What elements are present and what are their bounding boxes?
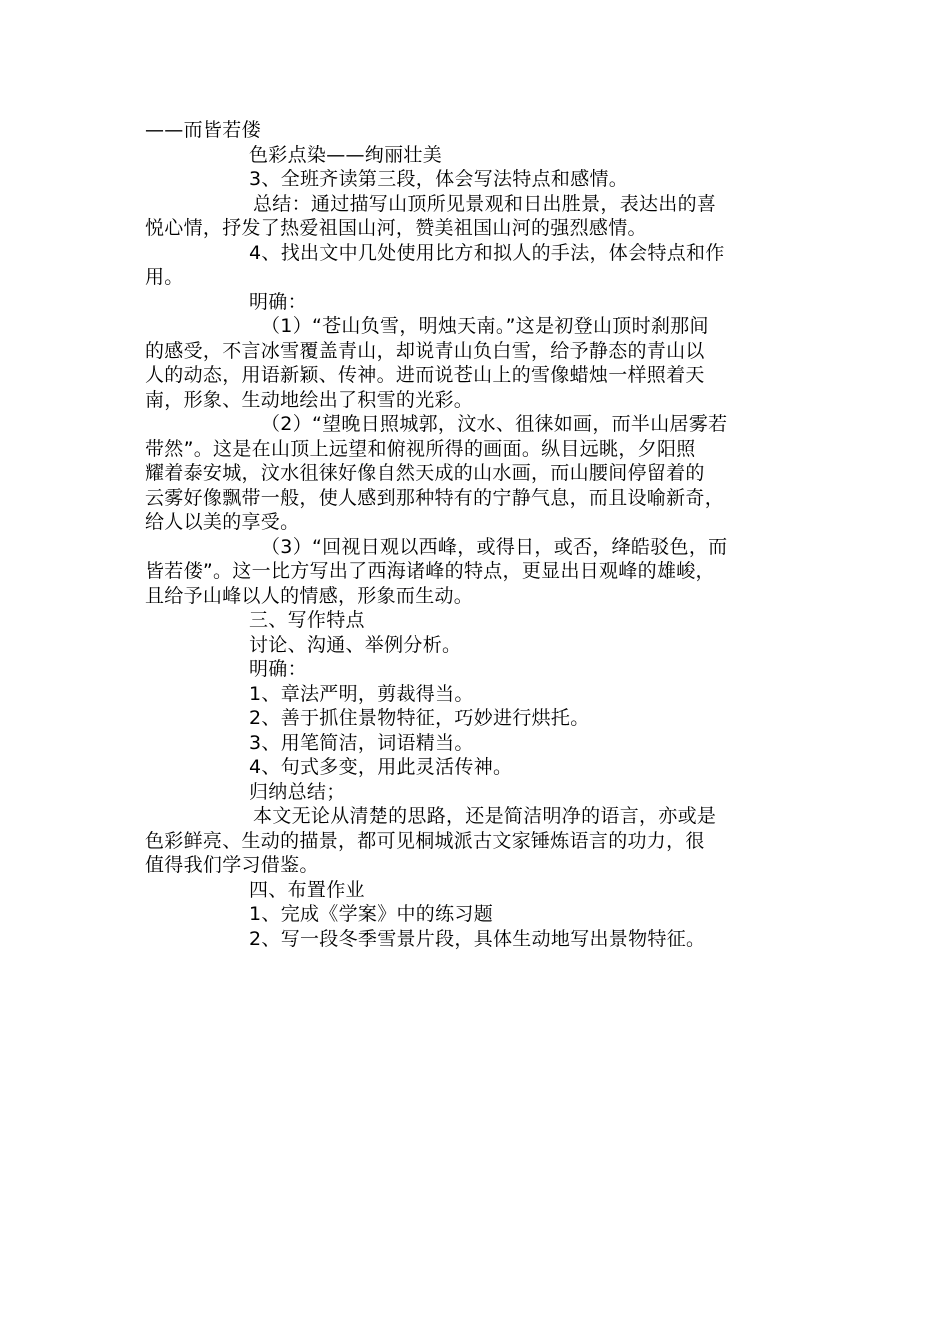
example-3-line: （3）“回视日观以西峰，或得日，或否，绛皓驳色，而 [261,535,728,558]
task-line: 用。 [145,266,184,288]
homework-item: 1、完成《学案》中的练习题 [249,903,493,925]
section-heading-writing-features: 三、写作特点 [249,609,365,631]
example-2-line: （2）“望晚日照城郭，汶水、徂徕如画，而半山居雾若 [261,413,728,435]
conclusion-line: 本文无论从清楚的思路，还是简洁明净的语言，亦或是 [253,805,717,827]
text-line: 色彩点染——绚丽壮美 [249,143,443,166]
example-1-line: （1）“苍山负雪，明烛天南。”这是初登山顶时刹那间 [261,315,709,337]
example-3-line: 且给予山峰以人的情感，形象而生动。 [145,584,474,607]
document-body [145,118,809,951]
text-line: 3、全班齐读第三段，体会写法特点和感情。 [249,168,629,190]
summary-line: 总结：通过描写山顶所见景观和日出胜景，表达出的喜 [253,192,717,215]
clarify-label: 明确： [249,658,307,680]
example-2-line: 云雾好像飘带一般，使人感到那种特有的宁静气息，而且设喻新奇， [145,486,725,509]
feature-item: 4、句式多变，用此灵活传神。 [249,756,513,778]
homework-item: 2、写一段冬季雪景片段，具体生动地写出景物特征。 [249,927,706,950]
example-1-line: 人的动态，用语新颖、传神。进而说苍山上的雪像蜡烛一样照着天 [145,364,705,386]
feature-item: 2、善于抓住景物特征，巧妙进行烘托。 [249,707,590,729]
summary-line: 悦心情，抒发了热爱祖国山河，赞美祖国山河的强烈感情。 [145,217,647,239]
example-1-line: 的感受，不言冰雪覆盖青山，却说青山负白雪，给予静态的青山以 [145,339,705,362]
example-2-line: 带然”。这是在山顶上远望和俯视所得的画面。纵目远眺，夕阳照 [145,437,696,460]
conclusion-line: 值得我们学习借鉴。 [145,854,319,876]
conclusion-line: 色彩鲜亮、生动的描景，都可见桐城派古文家锤炼语言的功力，很 [145,829,705,852]
feature-item: 1、章法严明，剪裁得当。 [249,682,474,705]
example-2-line: 给人以美的享受。 [145,511,300,533]
text-line: ——而皆若偻 [145,119,261,141]
task-line: 4、找出文中几处使用比方和拟人的手法，体会特点和作 [249,241,725,264]
clarify-label: 明确： [249,290,307,313]
section-heading-homework: 四、布置作业 [249,878,365,901]
example-1-line: 南，形象、生动地绘出了积雪的光彩。 [145,388,474,411]
summary-label: 归纳总结； [249,780,346,803]
example-2-line: 耀着泰安城，汶水徂徕好像自然天成的山水画，而山腰间停留着的 [145,462,705,484]
feature-item: 3、用笔简洁，词语精当。 [249,731,474,754]
example-3-line: 皆若偻”。这一比方写出了西海诸峰的特点，更显出日观峰的雄峻， [145,560,715,582]
text-line: 讨论、沟通、举例分析。 [249,633,462,656]
